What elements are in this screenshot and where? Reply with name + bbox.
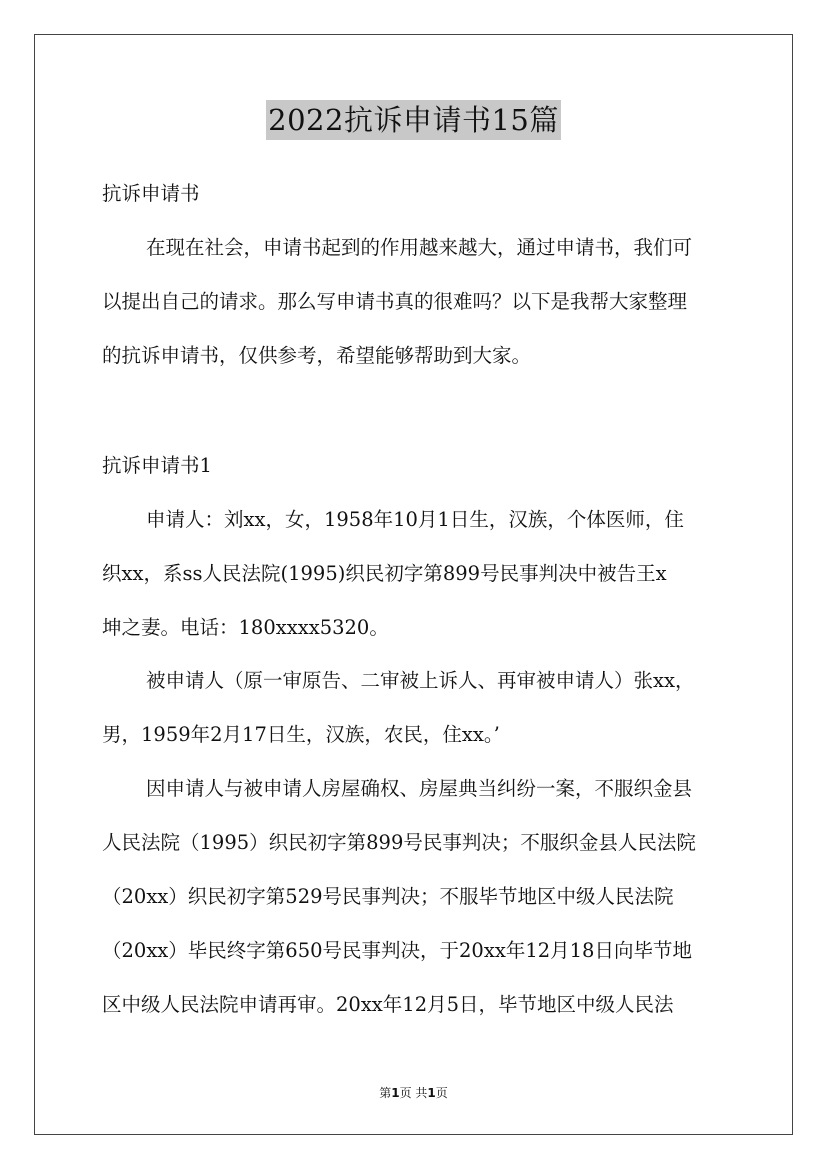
paragraph-line: 男，1959年2月17日生，汉族，农民，住xx。’	[102, 723, 500, 746]
paragraph-line: 申请人：刘xx，女，1958年10月1日生，汉族，个体医师，住	[146, 508, 684, 531]
document-title: 2022抗诉申请书15篇	[266, 100, 561, 140]
paragraph-line: （20xx）毕民终字第650号民事判决，于20xx年12月18日向毕节地	[102, 939, 692, 962]
footer-label: 页	[435, 1086, 448, 1100]
paragraph-line: 人民法院（1995）织民初字第899号民事判决；不服织金县人民法院	[102, 831, 696, 854]
paragraph-line: 区中级人民法院申请再审。20xx年12月5日，毕节地区中级人民法	[102, 993, 674, 1016]
paragraph-line: （20xx）织民初字第529号民事判决；不服毕节地区中级人民法院	[102, 885, 674, 908]
title-container	[0, 100, 827, 140]
section-heading: 抗诉申请书	[102, 182, 200, 205]
paragraph-line: 因申请人与被申请人房屋确权、房屋典当纠纷一案，不服织金县	[146, 777, 693, 800]
paragraph-line: 织xx，系ss人民法院(1995)织民初字第899号民事判决中被告王x	[102, 562, 667, 585]
paragraph-line: 的抗诉申请书，仅供参考，希望能够帮助到大家。	[102, 344, 532, 367]
current-page-number: 1	[391, 1086, 400, 1100]
total-page-number: 1	[427, 1086, 436, 1100]
section-heading: 抗诉申请书1	[102, 454, 212, 477]
footer-label: 第	[379, 1086, 392, 1100]
paragraph-line: 以提出自己的请求。那么写申请书真的很难吗？以下是我帮大家整理	[102, 290, 688, 313]
paragraph-line: 在现在社会，申请书起到的作用越来越大，通过申请书，我们可	[146, 236, 693, 259]
page-footer	[0, 1084, 827, 1101]
footer-label: 页 共	[399, 1086, 428, 1100]
paragraph-line: 坤之妻。电话：180xxxx5320。	[102, 616, 389, 639]
paragraph-line: 被申请人（原一审原告、二审被上诉人、再审被申请人）张xx，	[146, 669, 695, 692]
